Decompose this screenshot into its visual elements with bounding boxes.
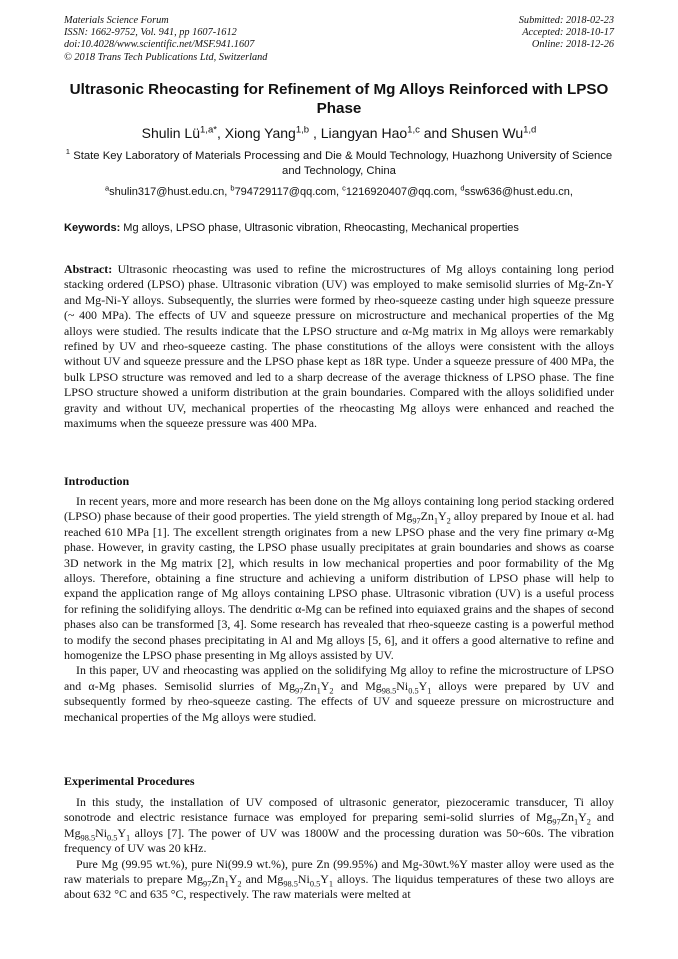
experimental-heading: Experimental Procedures	[64, 774, 195, 788]
abstract	[64, 262, 614, 431]
author-name: Shusen Wu	[451, 125, 524, 141]
paragraph: In recent years, more and more research has been done on the Mg alloys containing long period stacking ordered (LPSO) phase because of their good properties. The yield strength of $Mg_{97}Zn_1Y_2$ alloy prepared by Inoue et al. had reached 610 MPa [1]. The excellent strength originates from a new LPSO phase and the very fine primary α-Mg phase. However, in gravity casting, the LPSO phase usually precipitates at grain boundaries and shows as coarse 3D network in the Mg matrix [2], which results in low mechanical properties and poor formability of the Mg alloys. Therefore, obtaining a fine structure and achieving a uniform distribution of LPSO phase will help to expand the application range of Mg alloys containing LPSO phase. Ultrasonic vibration (UV) is a useful process for refining the solidifying alloys. The dendritic α-Mg can be refined into equiaxed grains and the shapes of second phases also can be transformed [3, 4]. Some research has revealed that rheo-squeeze casting is a powerful method to modify the second phases precipitating in Al and Mg alloys [5, 6], and it offers a good alternative to refine and homogenize the LPSO phase presenting in Mg alloys assisted by UV.	[64, 494, 614, 663]
affiliation-text: State Key Laboratory of Materials Processing and Die & Mould Technology, Huazhong University of Science and Technology, China	[70, 150, 613, 177]
affiliation	[64, 149, 614, 179]
subscript: 0.5	[408, 686, 419, 696]
experimental-body	[64, 795, 614, 903]
abstract-text: Ultrasonic rheocasting was used to refine the microstructures of Mg alloys containing long period stacking ordered (LPSO) phase. Ultrasonic vibration (UV) was employed to make semisolid slurries of Mg-Zn-Y and Mg-Ni-Y alloys. Subsequently, the slurries were formed by rheo-squeeze casting under high squeeze pressure (~ 400 MPa). The effects of UV and squeeze pressure on microstructure and mechanical properties of the Mg alloys were studied. The results indicate that the LPSO structure and α-Mg matrix in Mg alloys were remarkably refined by UV and rheo-squeeze casting. The phase constitutions of the alloys were consistent with the alloys without UV and squeeze pressure and the LPSO phase kept as 18R type. Under a squeeze pressure of 400 MPa, the bulk LPSO structure was removed and led to a sharp decrease of the average thickness of LPSO phase. The fine LPSO structure showed a uniform distribution at the grain boundaries. Compared with the alloys solidified under gravity and without UV, mechanical properties of the rheocasting Mg alloys were enhanced and reached the maximums when the squeeze pressure was 400 MPa.	[64, 262, 614, 431]
email-address[interactable]: 794729117@qq.com,	[234, 186, 343, 198]
journal-name: Materials Science Forum	[64, 15, 169, 26]
author	[142, 125, 225, 141]
author-name: Liangyan Hao	[320, 125, 408, 141]
issn-line: ISSN: 1662-9752, Vol. 941, pp 1607-1612	[64, 27, 237, 39]
author-affil-mark: 1,c	[407, 124, 420, 136]
subscript: 1	[224, 879, 229, 889]
subscript: 97	[203, 879, 212, 889]
subscript: 98.5	[283, 879, 298, 889]
submitted-date: Submitted: 2018-02-23	[518, 15, 614, 26]
author	[451, 125, 536, 141]
email-list	[64, 185, 614, 200]
author-separator: and	[419, 125, 451, 141]
keywords	[64, 221, 614, 236]
author-affil-mark: 1,a*	[200, 124, 217, 136]
subscript: 2	[446, 516, 451, 526]
author-name: Shulin Lü	[141, 125, 201, 141]
email-mark: c	[342, 183, 346, 193]
subscript: 97	[412, 516, 421, 526]
paper-title: Ultrasonic Rheocasting for Refinement of Mg Alloys Reinforced with LPSO Phase	[69, 81, 609, 117]
paragraph: In this study, the installation of UV composed of ultrasonic generator, piezoceramic transducer, Ti alloy sonotrode and electric resistance furnace was employed for preparing semi-solid slurries of $Mg_{97}Zn_1Y_2$ and $Mg_{98.5}Ni_{0.5}Y_1$ alloys [7]. The power of UV was 1800W and the processing duration was 50~60s. The vibration frequency of UV was 20 kHz.	[64, 795, 614, 856]
email-address[interactable]: ssw636@hust.edu.cn,	[464, 186, 573, 198]
author	[321, 125, 451, 141]
email-address[interactable]: shulin317@hust.edu.cn,	[109, 186, 231, 198]
doi-line: doi:10.4028/www.scientific.net/MSF.941.1607	[64, 39, 255, 51]
keywords-text: Mg alloys, LPSO phase, Ultrasonic vibration, Rheocasting, Mechanical properties	[120, 222, 519, 234]
author	[225, 125, 321, 141]
paragraph: In this paper, UV and rheocasting was applied on the solidifying Mg alloy to refine the microstructure of LPSO and α-Mg phases. Semisolid slurries of $Mg_{97}Zn_1Y_2$ and $Mg_{98.5}Ni_{0.5}Y_1$ alloys were prepared by UV and subsequently formed by rheo-squeeze casting. The effects of UV and squeeze pressure on microstructure and mechanical properties of the Mg alloys were studied.	[64, 663, 614, 724]
keywords-label: Keywords:	[64, 222, 121, 234]
author-name: Xiong Yang	[224, 125, 296, 141]
subscript: 98.5	[381, 686, 397, 696]
copyright-line: © 2018 Trans Tech Publications Ltd, Switzerland	[64, 51, 268, 63]
subscript: 2	[237, 879, 242, 889]
email-mark: a	[105, 183, 110, 193]
subscript: 1	[316, 686, 321, 696]
accepted-date: Accepted: 2018-10-17	[522, 27, 614, 39]
affiliation-number: 1	[65, 147, 71, 157]
subscript: 2	[586, 817, 591, 827]
email-mark: d	[460, 183, 465, 193]
subscript: 1	[573, 817, 579, 827]
paragraph: Pure Mg (99.95 wt.%), pure Ni(99.9 wt.%), pure Zn (99.95%) and Mg-30wt.%Y master alloy were used as the raw materials to prepare $Mg_{97}Zn_1Y_2$ and $Mg_{98.5}Ni_{0.5}Y_1$ alloys. The liquidus temperatures of these two alloys are about 632 °C and 635 °C, respectively. The raw materials were melted at	[64, 856, 614, 902]
author-affil-mark: 1,d	[523, 124, 537, 136]
author-separator: ,	[216, 125, 225, 141]
subscript: 2	[329, 686, 334, 696]
author-list	[64, 124, 614, 142]
subscript: 1	[126, 833, 131, 843]
email-address[interactable]: 1216920407@qq.com,	[345, 186, 461, 198]
subscript: 1	[328, 879, 334, 889]
subscript: 97	[295, 686, 304, 696]
journal-info	[64, 15, 267, 64]
introduction-body	[64, 494, 614, 725]
abstract-label: Abstract:	[64, 262, 113, 276]
introduction-heading: Introduction	[64, 474, 130, 488]
subscript: 98.5	[80, 833, 96, 843]
publication-dates	[519, 15, 614, 52]
subscript: 1	[433, 516, 439, 526]
subscript: 1	[427, 686, 432, 696]
subscript: 0.5	[309, 879, 321, 889]
subscript: 0.5	[107, 833, 118, 843]
author-affil-mark: 1,b	[295, 124, 310, 136]
online-date: Online: 2018-12-26	[531, 39, 614, 51]
email-mark: b	[230, 183, 235, 193]
author-separator: ,	[309, 125, 321, 141]
subscript: 97	[552, 817, 561, 827]
